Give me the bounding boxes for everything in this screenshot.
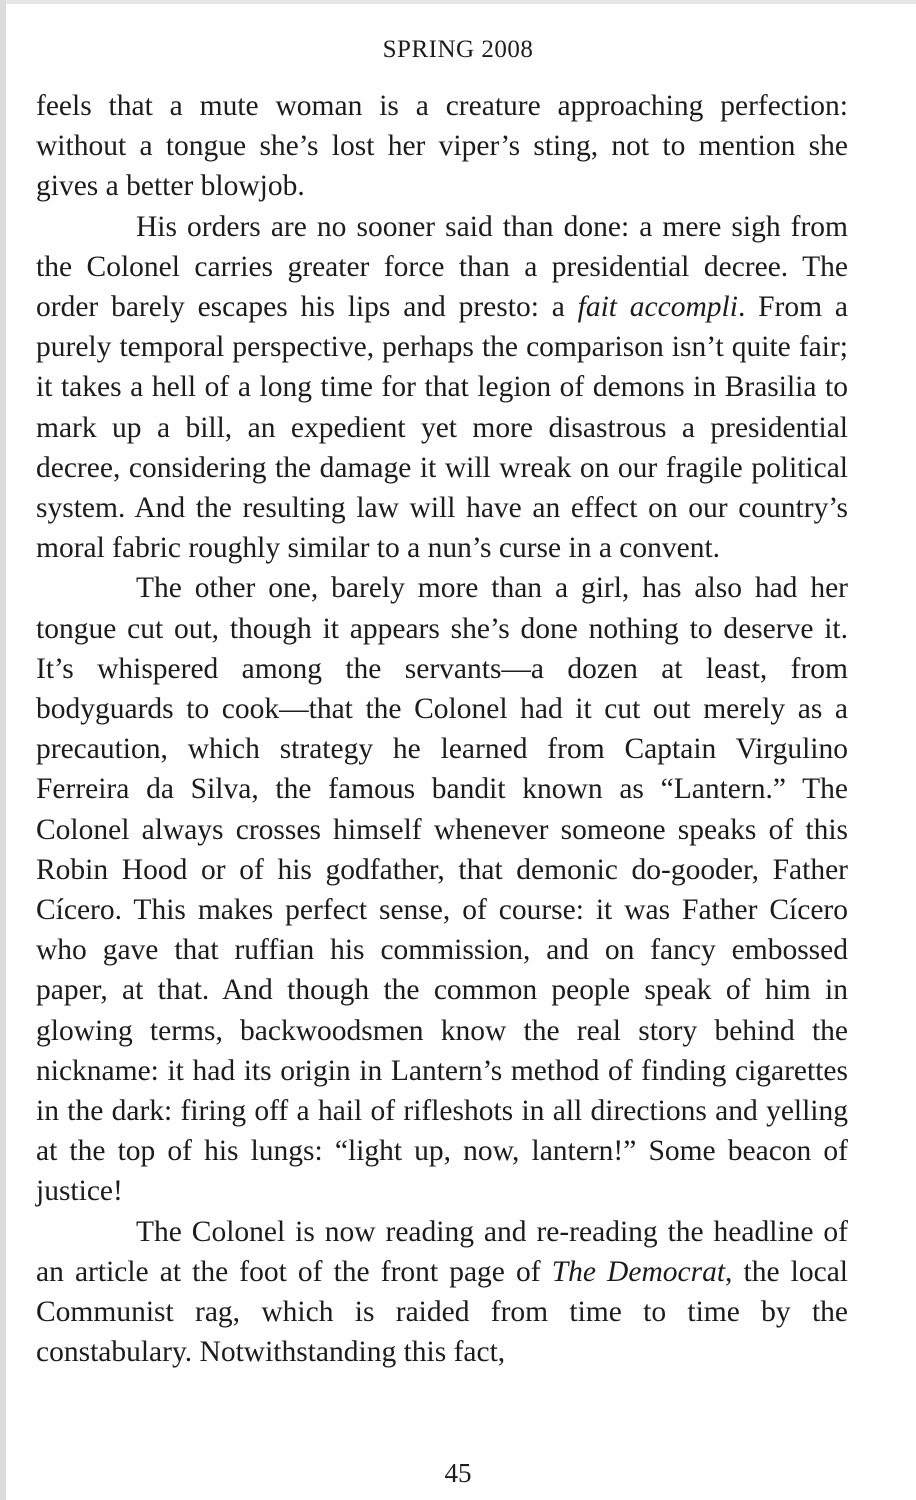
page-left-edge — [0, 0, 6, 1500]
paragraph-4-text-b: , the local Communist rag, which is raided from time to time by the constabulary. Notwithstanding this fact, — [36, 1255, 848, 1369]
paragraph-3: The other one, barely more than a girl, has also had her tongue cut out, though it appears she’s done nothing to deserve it. It’s whispered among the servants—a dozen at least, from bodyguards to cook—that the Colonel had it cut out merely as a precaution, which strategy he learned from Captain Virgulino Ferreira da Silva, the famous bandit known as “Lantern.” The Colonel always crosses himself whenever someone speaks of this Robin Hood or of his godfather, that demonic do-gooder, Father Cícero. This makes perfect sense, of course: it was Father Cícero who gave that ruffian his commission, and on fancy embossed paper, at that. And though the common people speak of him in glowing terms, backwoodsmen know the real story behind the nickname: it had its origin in Lantern’s method of finding cigarettes in the dark: firing off a hail of rifleshots in all directions and yelling at the top of his lungs: “light up, now, lantern!” Some beacon of justice! — [36, 572, 848, 1208]
paragraph-4 — [36, 1212, 848, 1373]
running-head: SPRING 2008 — [382, 36, 534, 63]
page-number: 45 — [444, 1458, 472, 1488]
paragraph-2 — [36, 207, 848, 569]
paragraph-1: feels that a mute woman is a creature approaching perfection: without a tongue she’s lost her viper’s sting, not to mention she gives a better blowjob. — [36, 90, 848, 203]
italic-title-the-democrat: The Democrat — [551, 1255, 726, 1288]
italic-phrase-fait-accompli: fait accompli — [577, 291, 738, 324]
body-text — [36, 86, 848, 1373]
paragraph-2-text-b: . From a purely temporal perspective, perhaps the comparison isn’t quite fair; it takes a hell of a long time for that legion of demons in Brasilia to mark up a bill, an expedient yet more disastrous a presidential decree, considering the damage it will wreak on our fragile political system. And the resulting law will have an effect on our country’s moral fabric roughly similar to a nun’s curse in a convent. — [36, 291, 848, 565]
page-top-edge — [0, 0, 916, 4]
paragraph-2-text-a: His orders are no sooner said than done: a mere sigh from the Colonel carries greater force than a presidential decree. The order barely escapes his lips and presto: a — [36, 210, 848, 324]
paragraph-4-text-a: The Colonel is now reading and re-reading the headline of an article at the foot of the front page of — [36, 1215, 848, 1288]
